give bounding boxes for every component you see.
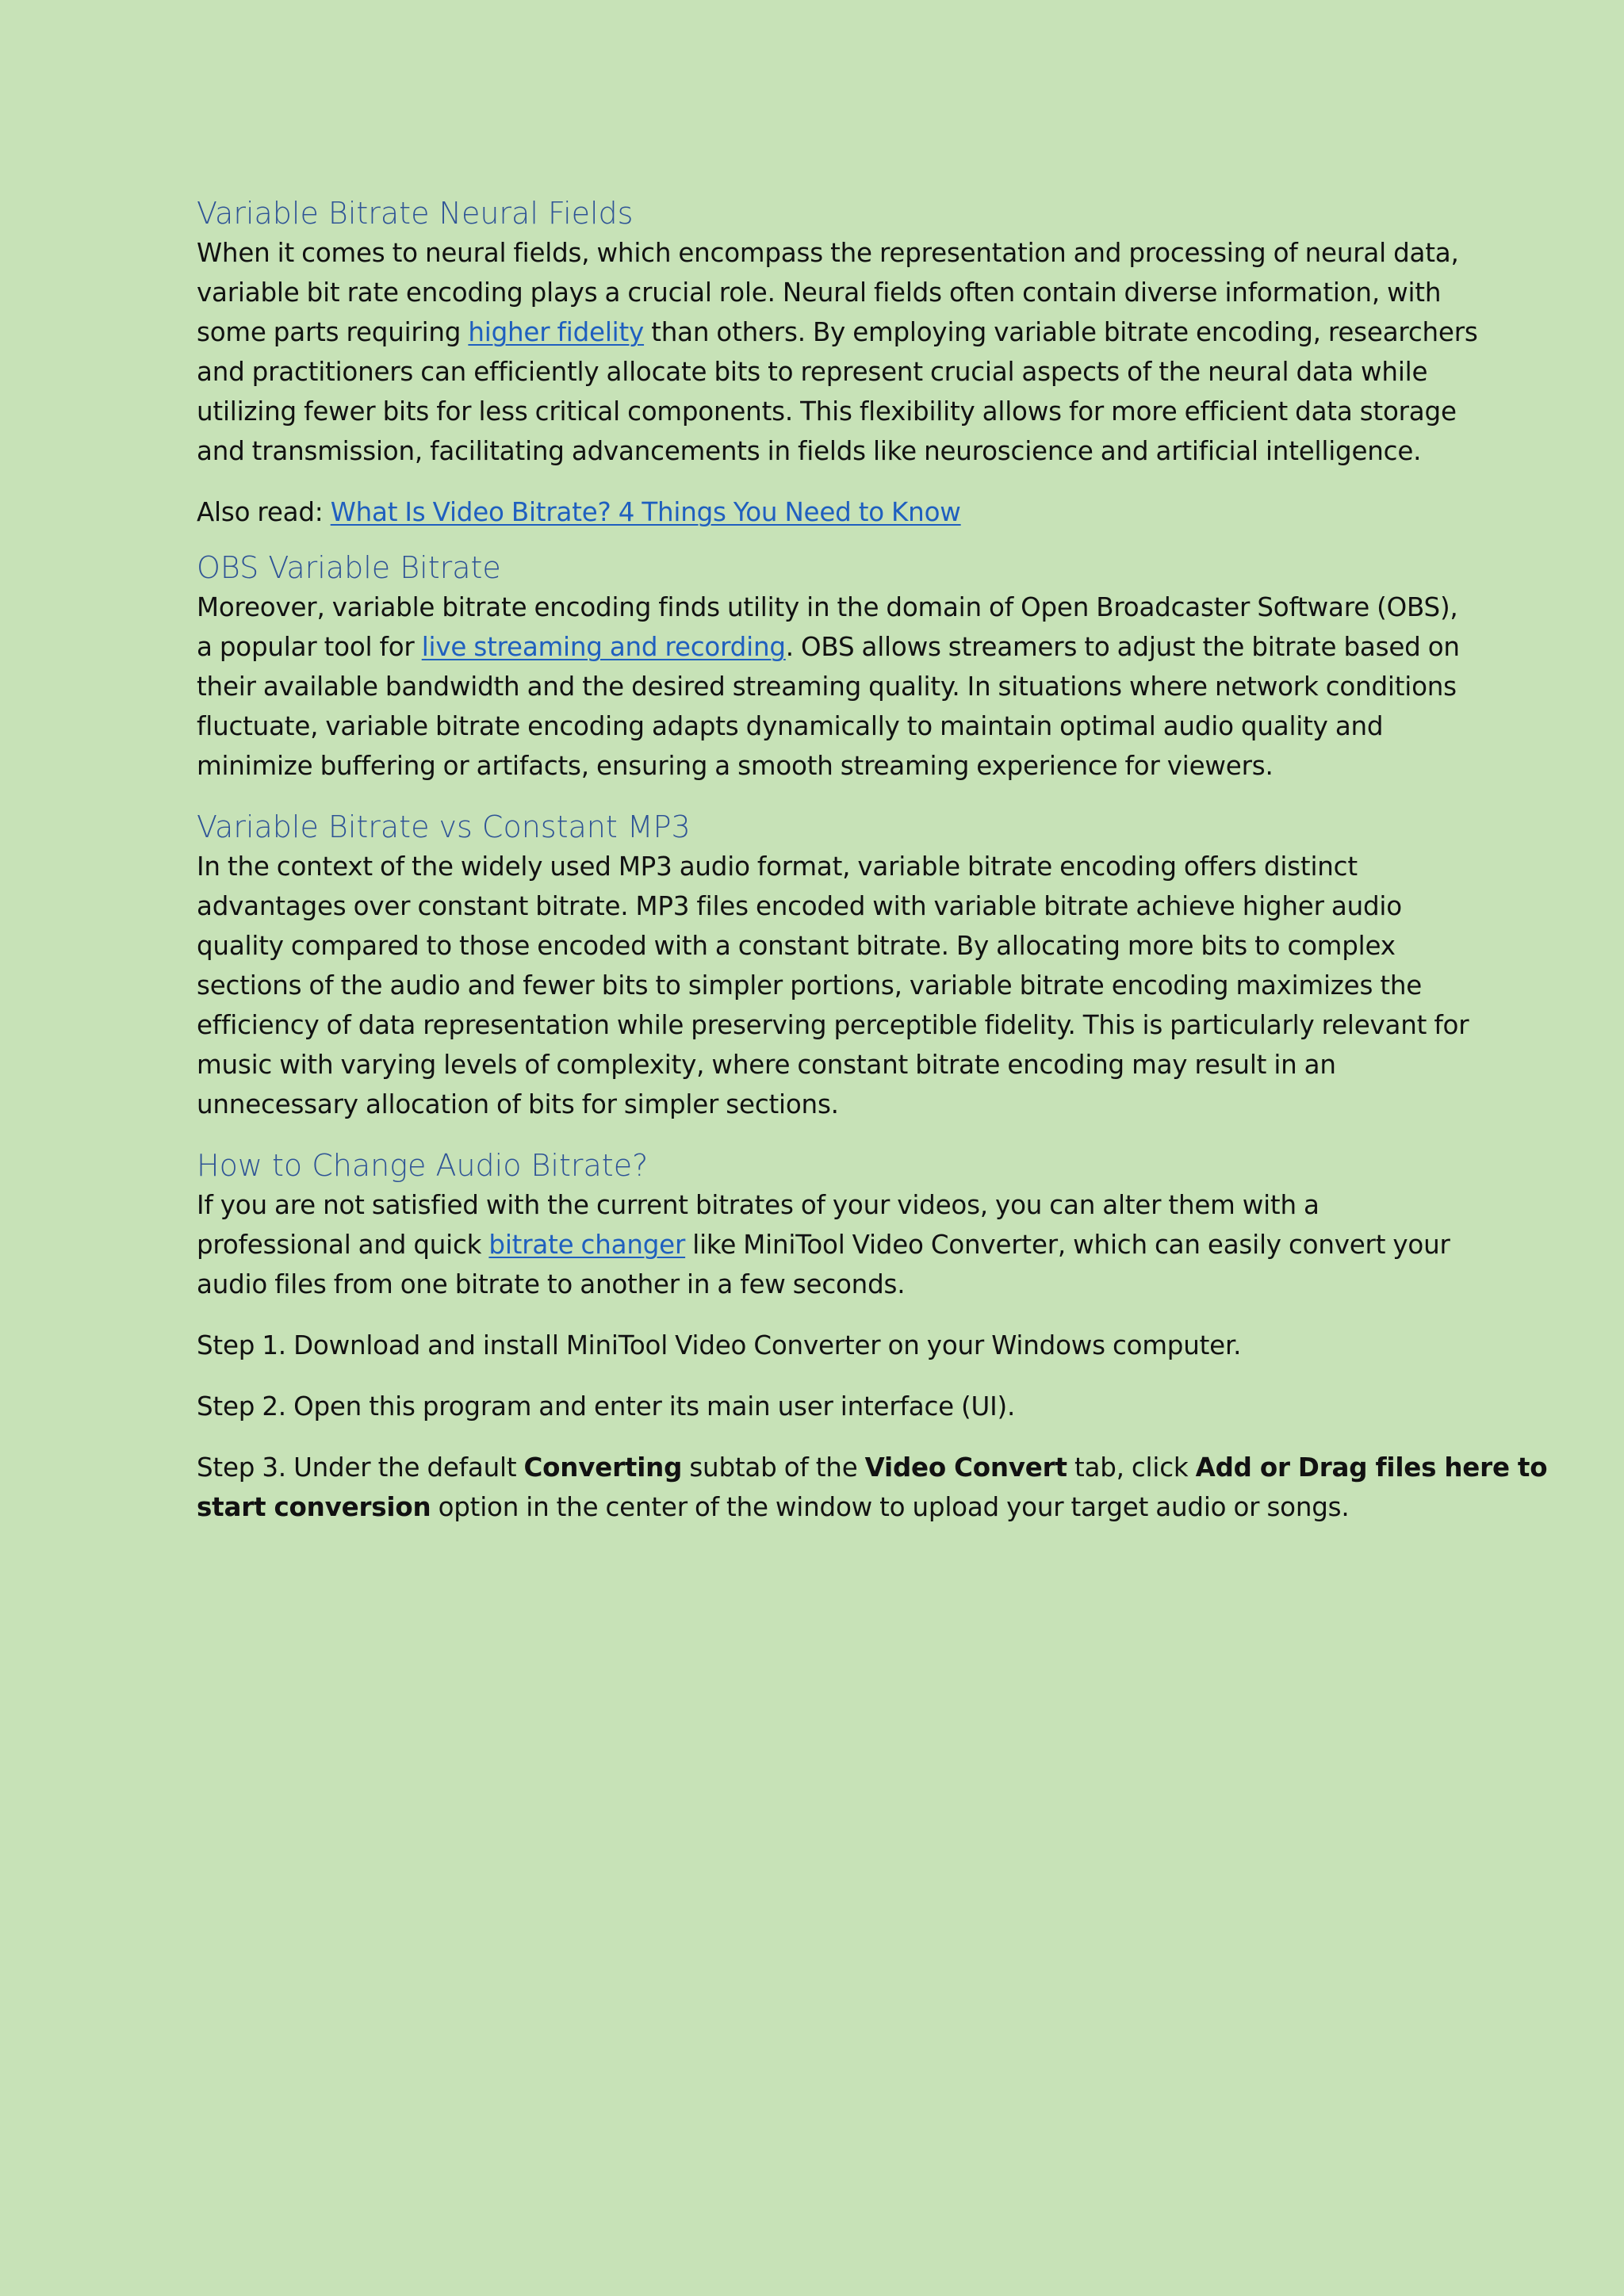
text-line: If you are not satisfied with the current bitrates of your videos, you can alter them with a [197, 1190, 1320, 1220]
text-line [197, 1487, 1434, 1527]
text-line [197, 1448, 1548, 1487]
text-run: professional and quick [197, 1230, 489, 1260]
text-line: Moreover, variable bitrate encoding finds utility in the domain of Open Broadcaster Software (OBS), [197, 592, 1458, 622]
heading-obs-variable-bitrate: OBS Variable Bitrate [197, 550, 501, 585]
step-1 [197, 1326, 1434, 1365]
text-line: In the context of the widely used MP3 audio format, variable bitrate encoding offers distinct [197, 851, 1358, 882]
text-line: and practitioners can efficiently allocate bits to represent crucial aspects of the neural data while [197, 357, 1428, 387]
text-line [197, 1225, 1450, 1265]
text-line: unnecessary allocation of bits for simpler sections. [197, 1089, 839, 1119]
link-what-is-video-bitrate[interactable]: What Is Video Bitrate? 4 Things You Need to Know [330, 497, 961, 527]
bold-add-or-drag: Add or Drag files here to [1195, 1452, 1548, 1483]
heading-how-to-change-audio-bitrate: How to Change Audio Bitrate? [197, 1148, 649, 1183]
text-line: audio files from one bitrate to another in a few seconds. [197, 1269, 906, 1299]
paragraph-neural-fields [197, 233, 1478, 471]
text-line [197, 492, 1434, 532]
step-2 [197, 1387, 1434, 1426]
text-run: a popular tool for [197, 632, 422, 662]
link-live-streaming-and-recording[interactable]: live streaming and recording [421, 632, 786, 662]
text-line [197, 312, 1478, 352]
text-run: some parts requiring [197, 317, 469, 347]
text-line: variable bit rate encoding plays a crucial role. Neural fields often contain diverse information, with [197, 277, 1442, 308]
text-line: and transmission, facilitating advancements in fields like neuroscience and artificial intelligence. [197, 436, 1422, 466]
paragraph-obs [197, 587, 1460, 786]
text-run: Step 3. Under the default [197, 1452, 524, 1483]
bold-converting: Converting [523, 1452, 683, 1483]
text-run: like MiniTool Video Converter, which can easily convert your [685, 1230, 1450, 1260]
text-line: utilizing fewer bits for less critical components. This flexibility allows for more efficient data storage [197, 396, 1457, 427]
text-line [197, 627, 1460, 667]
text-line: quality compared to those encoded with a constant bitrate. By allocating more bits to complex [197, 931, 1396, 961]
text-line: efficiency of data representation while preserving perceptible fidelity. This is particularly relevant for [197, 1010, 1469, 1040]
text-run: subtab of the [682, 1452, 865, 1483]
heading-variable-bitrate-vs-constant-mp3: Variable Bitrate vs Constant MP3 [197, 809, 691, 844]
also-read-paragraph [197, 492, 1434, 532]
also-read-label: Also read: [197, 497, 331, 527]
bold-start-conversion: start conversion [197, 1492, 431, 1522]
text-line: advantages over constant bitrate. MP3 files encoded with variable bitrate achieve higher audio [197, 891, 1402, 921]
link-bitrate-changer[interactable]: bitrate changer [488, 1230, 686, 1260]
text-line: their available bandwidth and the desired streaming quality. In situations where network conditions [197, 672, 1457, 702]
text-line: sections of the audio and fewer bits to simpler portions, variable bitrate encoding maximizes the [197, 970, 1423, 1001]
step-3 [197, 1448, 1548, 1527]
text-line: Step 1. Download and install MiniTool Video Converter on your Windows computer. [197, 1330, 1242, 1360]
heading-variable-bitrate-neural-fields: Variable Bitrate Neural Fields [197, 196, 634, 231]
text-line: When it comes to neural fields, which encompass the representation and processing of neural data, [197, 238, 1459, 268]
document-page [197, 193, 1548, 1548]
bold-video-convert: Video Convert [864, 1452, 1067, 1483]
text-line: Step 2. Open this program and enter its main user interface (UI). [197, 1391, 1016, 1422]
text-run: than others. By employing variable bitrate encoding, researchers [644, 317, 1478, 347]
text-line: music with varying levels of complexity, where constant bitrate encoding may result in an [197, 1050, 1336, 1080]
text-run: . OBS allows streamers to adjust the bitrate based on [785, 632, 1460, 662]
text-line: minimize buffering or artifacts, ensuring a smooth streaming experience for viewers. [197, 751, 1274, 781]
text-run: option in the center of the window to upload your target audio or songs. [431, 1492, 1350, 1522]
text-line: fluctuate, variable bitrate encoding adapts dynamically to maintain optimal audio quality and [197, 711, 1384, 741]
paragraph-change-bitrate [197, 1185, 1450, 1304]
paragraph-mp3 [197, 847, 1469, 1124]
text-run: tab, click [1067, 1452, 1196, 1483]
link-higher-fidelity[interactable]: higher fidelity [468, 317, 645, 347]
